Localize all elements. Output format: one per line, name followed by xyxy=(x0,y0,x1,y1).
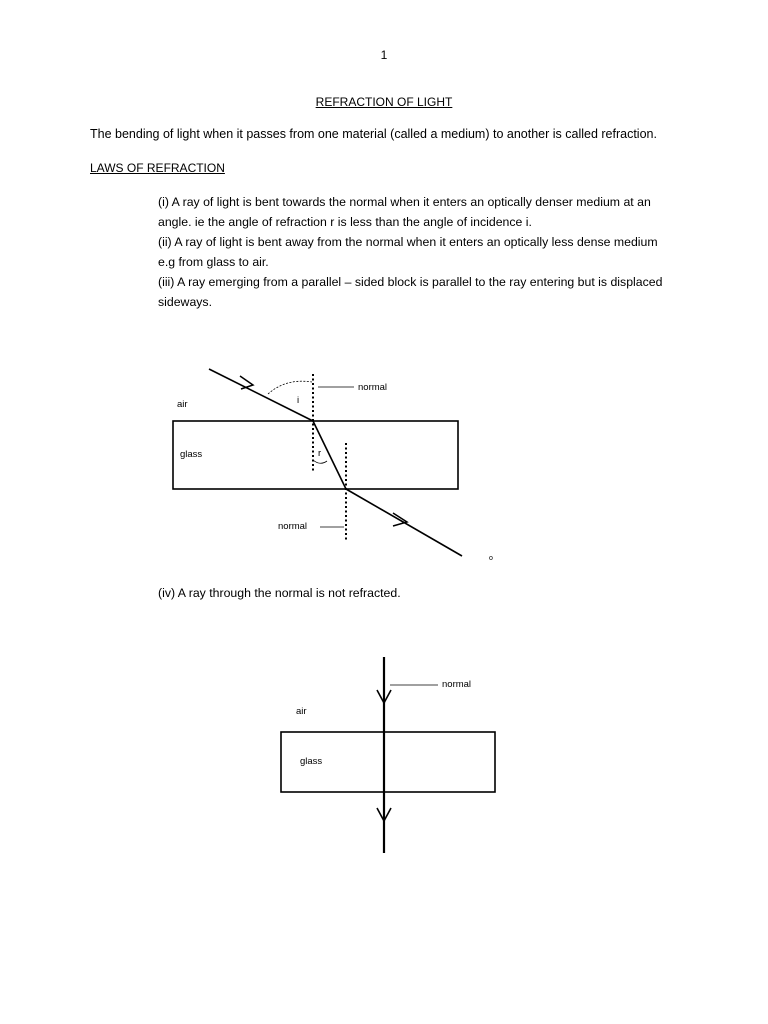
intro-paragraph: The bending of light when it passes from one material (called a medium) to another is called refraction. xyxy=(90,127,657,141)
page-number: 1 xyxy=(380,48,388,62)
page-title: REFRACTION OF LIGHT xyxy=(315,95,453,109)
normal-ray-diagram xyxy=(0,650,768,860)
label-normal-top: normal xyxy=(358,382,388,393)
incident-ray-arrow xyxy=(240,376,253,389)
label-glass: glass xyxy=(180,449,203,460)
label-angle-i: i xyxy=(297,395,300,406)
laws-heading: LAWS OF REFRACTION xyxy=(90,161,225,175)
angle-r-arc xyxy=(313,460,327,463)
law-i: (i) A ray of light is bent towards the normal when it enters an optically denser medium at an angle. ie the angle of refraction r is less than the angle of incidence i. xyxy=(158,195,651,229)
law-iii: (iii) A ray emerging from a parallel – sided block is parallel to the ray entering but is displaced sideways. xyxy=(158,275,663,309)
label-angle-r: r xyxy=(318,448,322,459)
law-iv: (iv) A ray through the normal is not refracted. xyxy=(158,586,401,600)
angle-i-arc xyxy=(268,381,312,394)
laws-list xyxy=(158,192,678,312)
label-normal-bottom: normal xyxy=(278,521,308,532)
label-normal-2: normal xyxy=(442,679,472,690)
refraction-diagram xyxy=(0,360,768,570)
label-glass-2: glass xyxy=(300,756,323,767)
law-ii: (ii) A ray of light is bent away from the normal when it enters an optically less dense medium e.g from glass to air. xyxy=(158,235,658,269)
glass-block xyxy=(173,421,458,489)
label-o: o xyxy=(489,555,493,562)
label-air: air xyxy=(177,399,188,410)
label-air-2: air xyxy=(296,706,307,717)
